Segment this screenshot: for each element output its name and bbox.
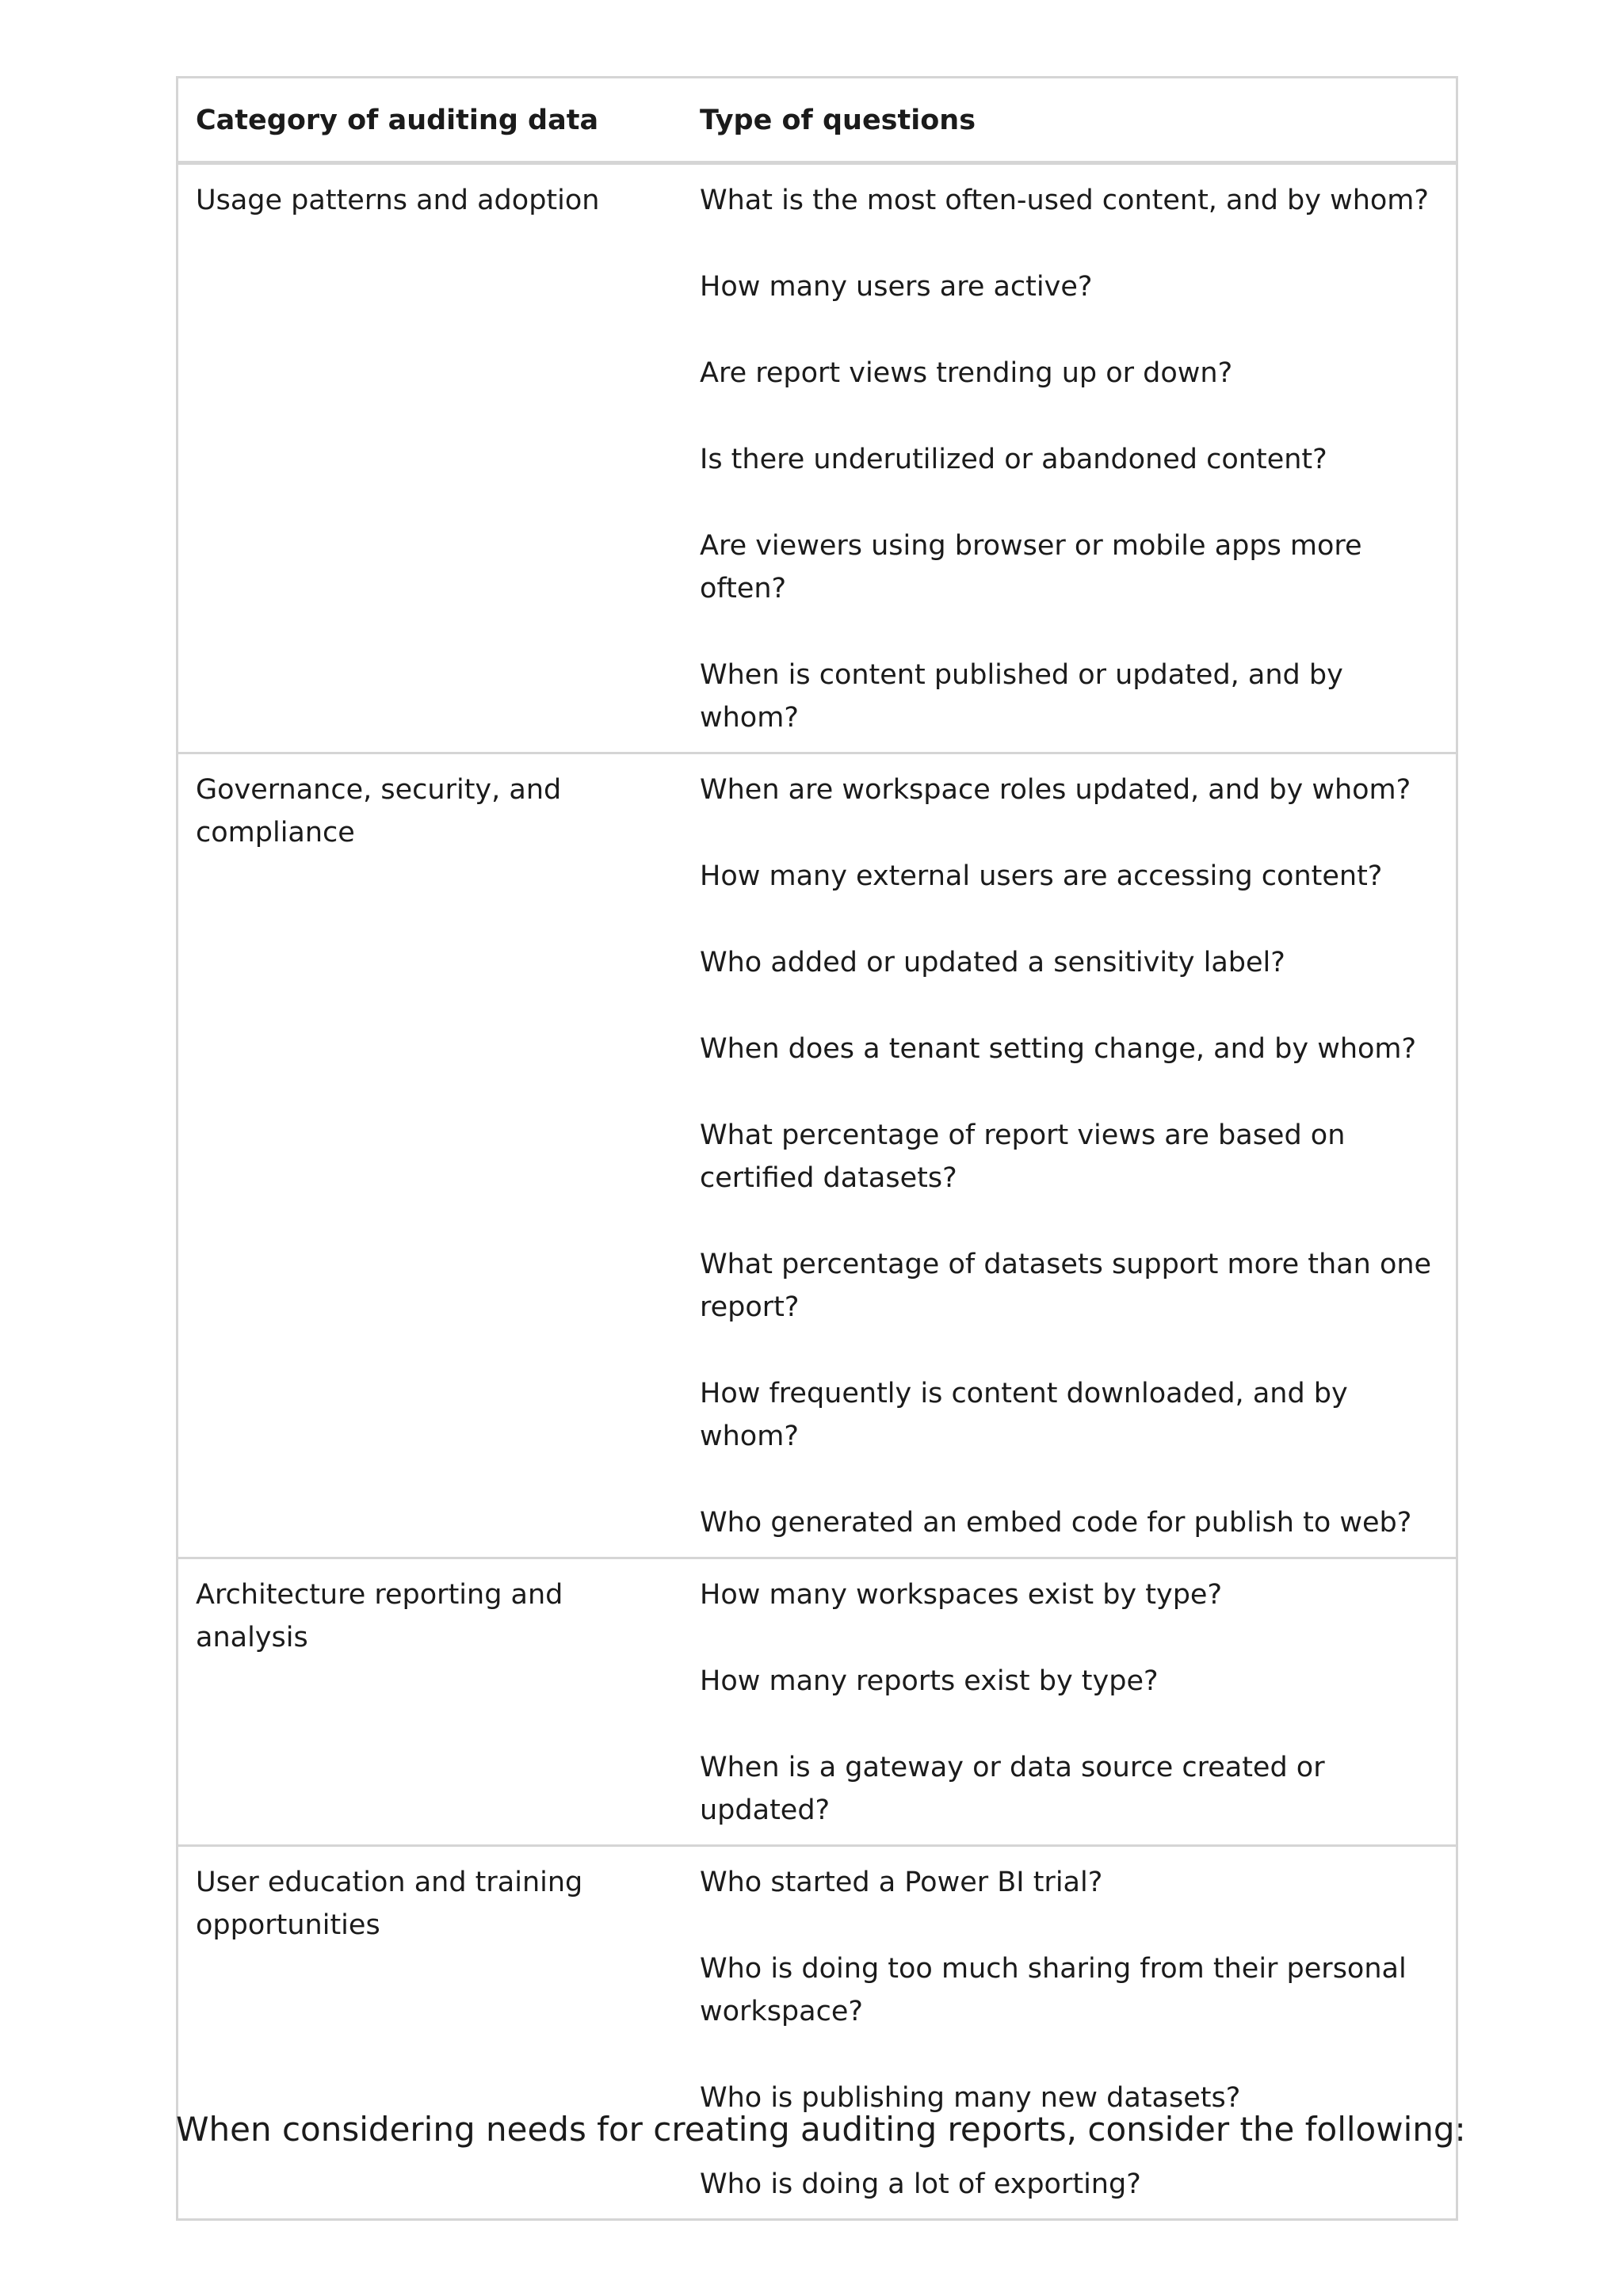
auditing-data-table bbox=[176, 76, 1458, 2221]
question-list bbox=[700, 769, 1438, 1544]
question-item: When is content published or updated, and by whom? bbox=[700, 659, 1343, 734]
header-category: Category of auditing data bbox=[178, 78, 683, 163]
questions-cell bbox=[682, 753, 1457, 1558]
question-item: Who started a Power BI trial? bbox=[700, 1867, 1103, 1898]
category-cell: Usage patterns and adoption bbox=[178, 163, 683, 753]
table-row bbox=[178, 1846, 1457, 2220]
header-questions: Type of questions bbox=[682, 78, 1457, 163]
category-cell: Architecture reporting and analysis bbox=[178, 1558, 683, 1846]
question-item: Are viewers using browser or mobile apps more often? bbox=[700, 530, 1362, 605]
question-item: How many users are active? bbox=[700, 271, 1093, 303]
category-cell: Governance, security, and compliance bbox=[178, 753, 683, 1558]
questions-cell bbox=[682, 163, 1457, 753]
question-item: When are workspace roles updated, and by whom? bbox=[700, 774, 1411, 806]
question-item: When does a tenant setting change, and by whom? bbox=[700, 1033, 1417, 1065]
table-row bbox=[178, 1558, 1457, 1846]
question-list bbox=[700, 179, 1438, 739]
question-item: How frequently is content downloaded, and by whom? bbox=[700, 1378, 1348, 1452]
question-list bbox=[700, 1573, 1438, 1832]
question-item: How many workspaces exist by type? bbox=[700, 1579, 1223, 1611]
question-item: How many external users are accessing content? bbox=[700, 860, 1383, 892]
question-item: What percentage of report views are based on certified datasets? bbox=[700, 1119, 1346, 1194]
closing-paragraph: When considering needs for creating auditing reports, consider the following: bbox=[176, 2110, 1466, 2149]
table-row bbox=[178, 163, 1457, 753]
question-item: How many reports exist by type? bbox=[700, 1665, 1159, 1697]
question-item: Are report views trending up or down? bbox=[700, 357, 1233, 389]
question-item: When is a gateway or data source created or updated? bbox=[700, 1752, 1325, 1826]
table-row bbox=[178, 753, 1457, 1558]
questions-cell bbox=[682, 1558, 1457, 1846]
category-cell: User education and training opportunities bbox=[178, 1846, 683, 2220]
question-item: Who generated an embed code for publish to web? bbox=[700, 1507, 1412, 1539]
question-list bbox=[700, 1861, 1438, 2206]
table-header-row bbox=[178, 78, 1457, 163]
question-item: What is the most often-used content, and by whom? bbox=[700, 185, 1429, 216]
question-item: Who added or updated a sensitivity label? bbox=[700, 947, 1285, 978]
question-item: What percentage of datasets support more than one report? bbox=[700, 1249, 1432, 1323]
question-item: Who is publishing many new datasets? bbox=[700, 2082, 1241, 2114]
question-item: Is there underutilized or abandoned content? bbox=[700, 444, 1327, 475]
question-item: Who is doing a lot of exporting? bbox=[700, 2168, 1141, 2200]
questions-cell bbox=[682, 1846, 1457, 2220]
question-item: Who is doing too much sharing from their personal workspace? bbox=[700, 1953, 1407, 2027]
